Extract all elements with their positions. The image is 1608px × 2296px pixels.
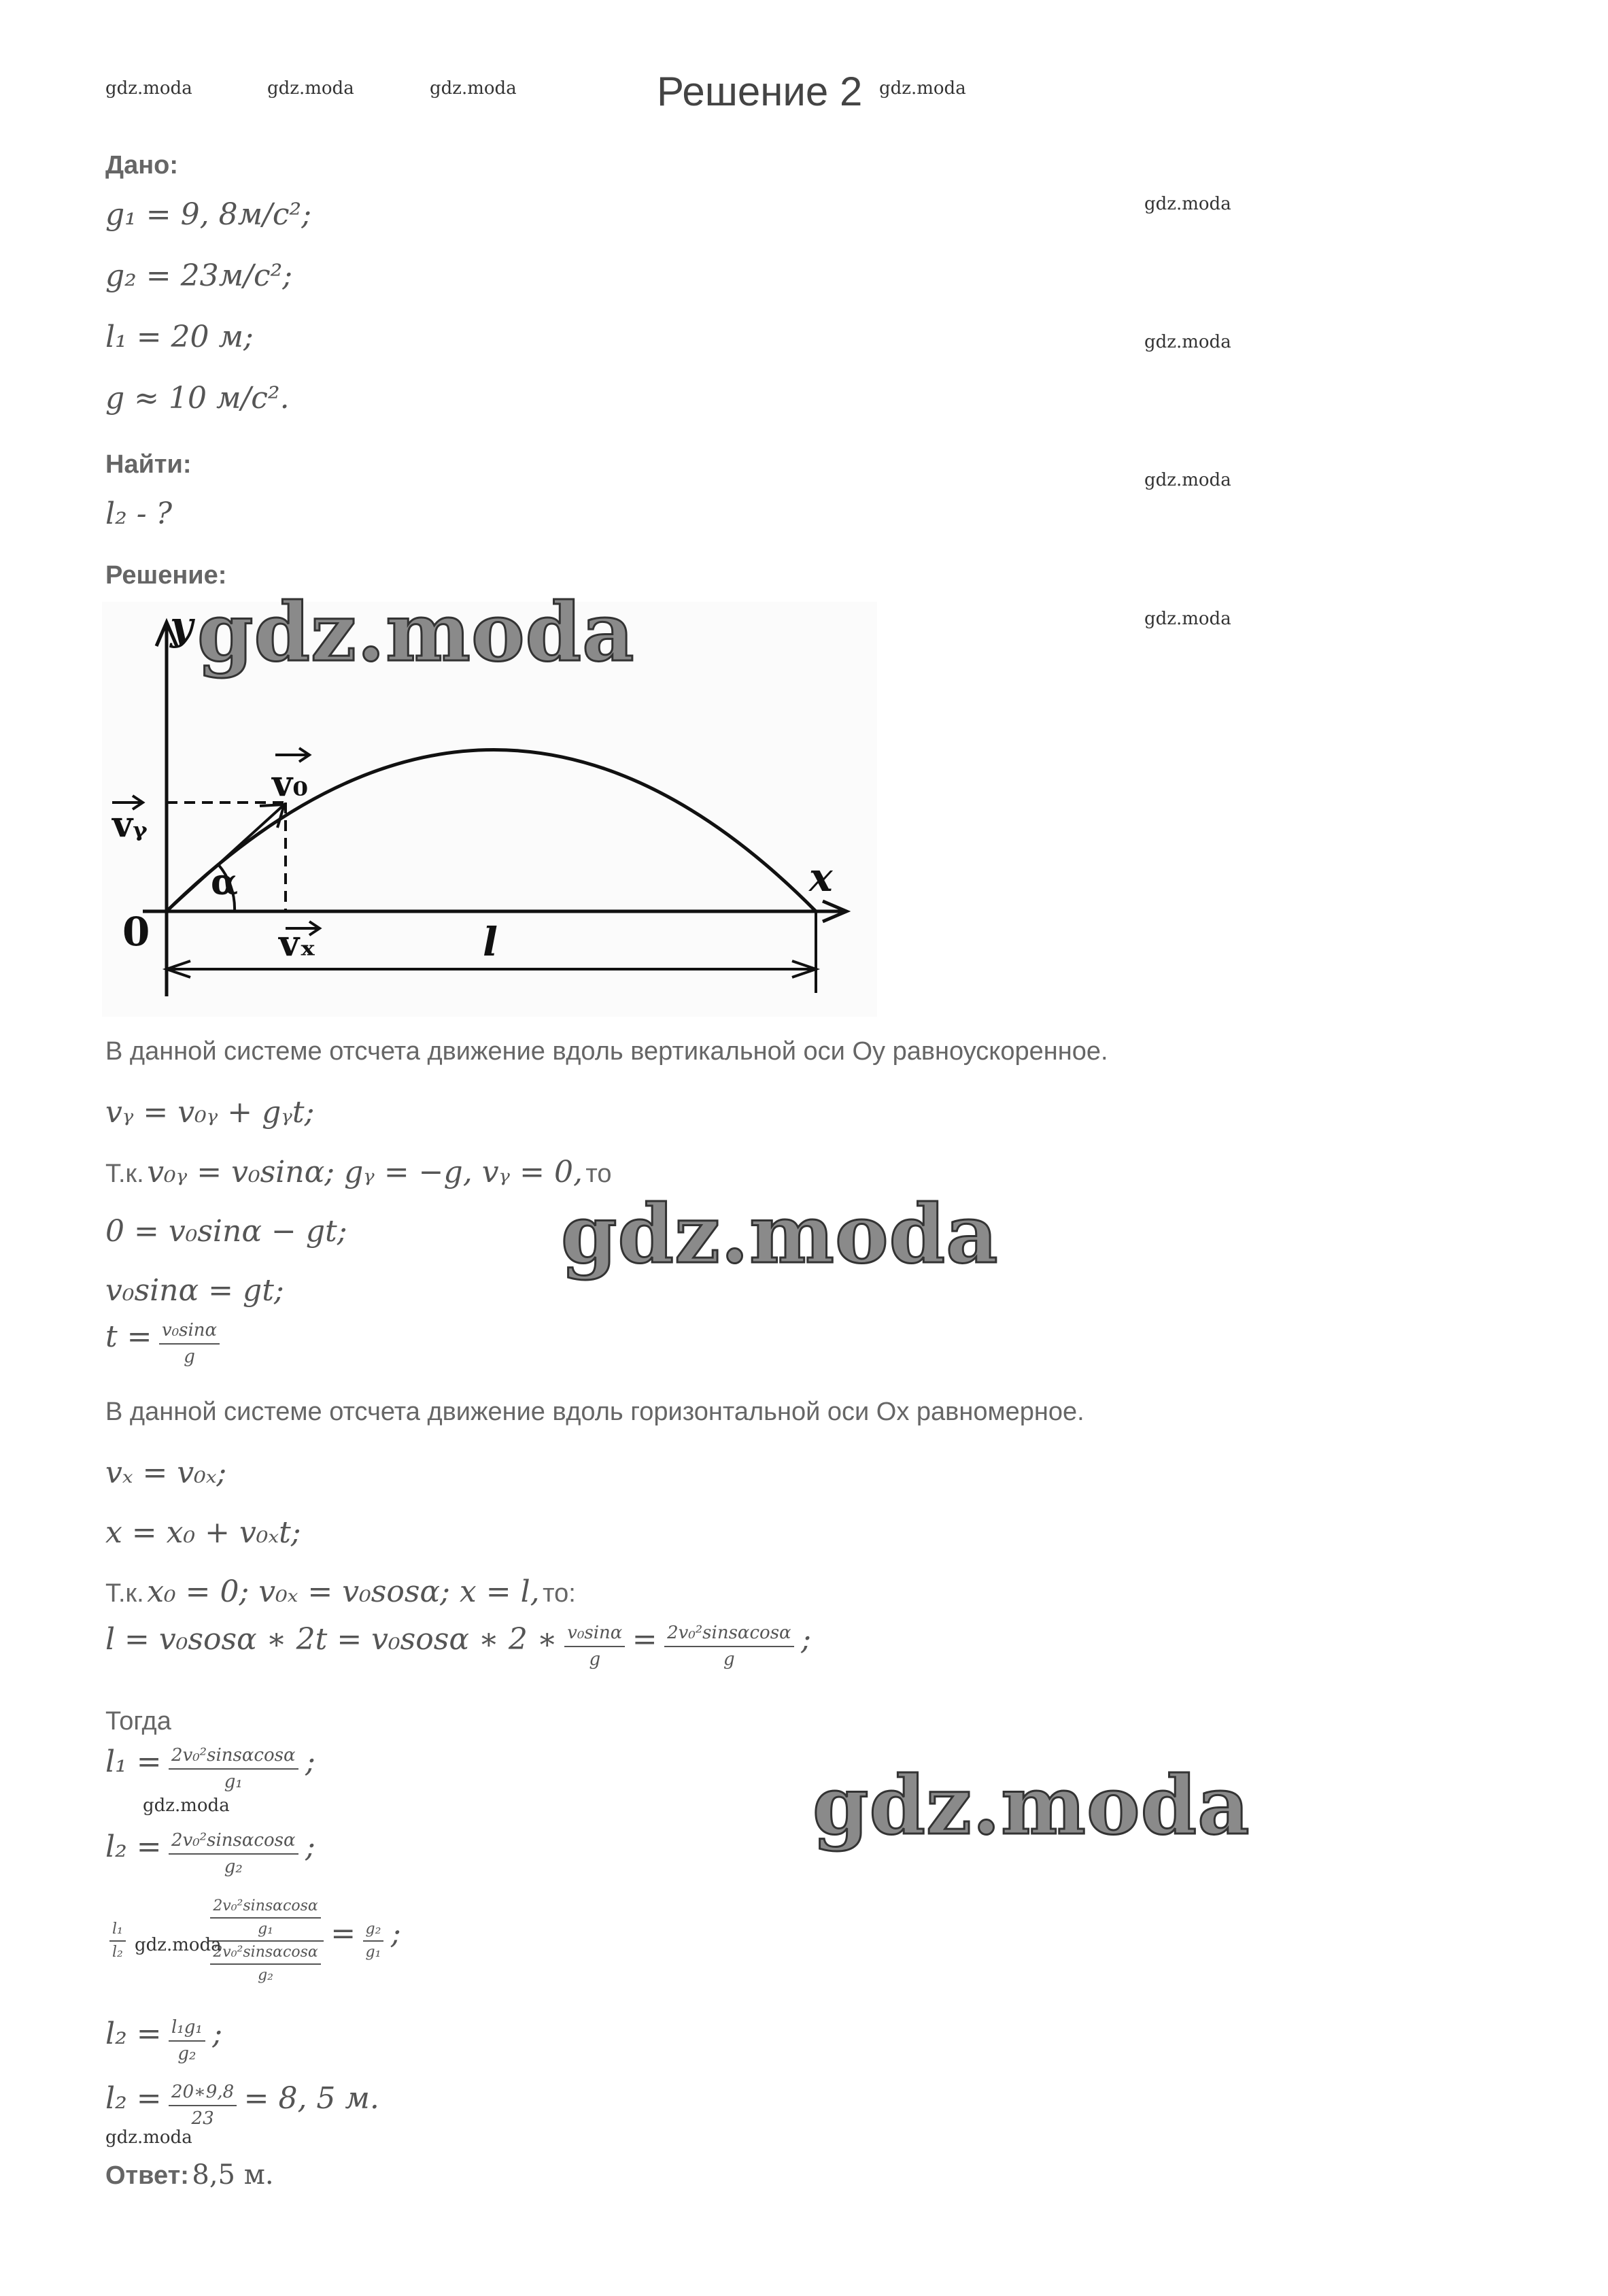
given-label: Дано: [105,151,179,180]
text-vertical: В данной системе отсчета движение вдоль вертикальной оси Oy равноускоренное. [105,1037,1108,1066]
text-horizontal: В данной системе отсчета движение вдоль горизонтальной оси Ox равномерное. [105,1398,1084,1426]
watermark-big-3: gdz.moda [812,1758,1250,1853]
eq-3: 0 = v₀sinα − gt; [105,1214,347,1249]
eq-8: Т.к. x₀ = 0; v₀ₓ = v₀sosα; x = l, то: [105,1574,576,1609]
find-label: Найти: [105,450,192,479]
eq-12: $\frac{\text{l₁}}{\text{l₂}}$ $\frac{\frac{\text{2v₀²sinsαcosα}}{\text{g₁}}}{\frac{\text{2v₀²sinsαcosα}}{\text{g₂}}}$ = $\frac{\text{g₂}}{\text{g₁}}$ ; [105,1897,401,1984]
watermark-5: gdz.moda [1144,194,1231,214]
given-line-2: g₂ = 23м/с²; [105,258,293,293]
eq-13: l₂ = $\frac{\text{l₁g₁}}{\text{g₂}}$ ; [105,2016,223,2065]
vy-label: vᵧ [112,804,148,845]
watermark-2: gdz.moda [267,78,354,99]
trajectory-curve [167,750,816,912]
eq-11: l₂ = $\frac{\text{2v₀²sinsαcosα}}{\text{g₂}}$ ; [105,1829,315,1878]
eq-5: t = $\frac{\text{v₀sinα}}{g}$ [105,1319,224,1367]
eq-7: x = x₀ + v₀ₓt; [105,1515,301,1550]
origin-label: 0 [122,909,150,955]
watermark-big-2: gdz.moda [561,1187,999,1281]
axis-label-y: y [170,603,193,649]
axis-label-x: x [809,854,833,900]
given-line-3: l₁ = 20 м; [105,320,254,354]
vx-label: vₓ [279,923,316,964]
answer: Ответ: 8,5 м. [105,2159,274,2191]
given-line-1: g₁ = 9, 8м/с²; [105,197,312,232]
eq-14: l₂ = $\frac{20∗9,8}{23}$ = 8, 5 м. [105,2081,379,2129]
watermark-4: gdz.moda [879,78,966,99]
eq-9: l = v₀sosα ∗ 2t = v₀sosα ∗ 2 ∗ $\frac{\text{v₀sinα}}{g}$ = $\frac{\text{2v₀²sinsαcosα}}{g}$ ; [105,1622,811,1670]
eq-6: vₓ = v₀ₓ; [105,1455,227,1490]
eq-4: v₀sinα = gt; [105,1273,284,1308]
given-line-4: g ≈ 10 м/с². [105,381,290,416]
watermark-big-1: gdz.moda [197,585,635,679]
watermark-11: gdz.moda [105,2127,192,2148]
eq-1: vᵧ = v₀ᵧ + gᵧt; [105,1095,315,1130]
watermark-1: gdz.moda [105,78,192,99]
solution-label: Решение: [105,561,227,590]
watermark-8: gdz.moda [1144,609,1231,629]
eq-2: Т.к. v₀ᵧ = v₀sinα; gᵧ = −g, vᵧ = 0, то [105,1155,612,1189]
v0-label: v₀ [272,763,308,805]
find-line: l₂ - ? [105,496,173,531]
l-label: l [483,919,498,965]
alpha-label: α [211,862,239,903]
watermark-7: gdz.moda [1144,470,1231,490]
then-text: Тогда [105,1707,171,1736]
page-title: Решение 2 [657,69,863,114]
watermark-9: gdz.moda [143,1795,230,1816]
eq-10: l₁ = $\frac{\text{2v₀²sinsαcosα}}{\text{g₁}}$ ; [105,1744,315,1793]
watermark-3: gdz.moda [430,78,517,99]
watermark-6: gdz.moda [1144,332,1231,352]
watermark-10: gdz.moda [135,1935,222,1955]
